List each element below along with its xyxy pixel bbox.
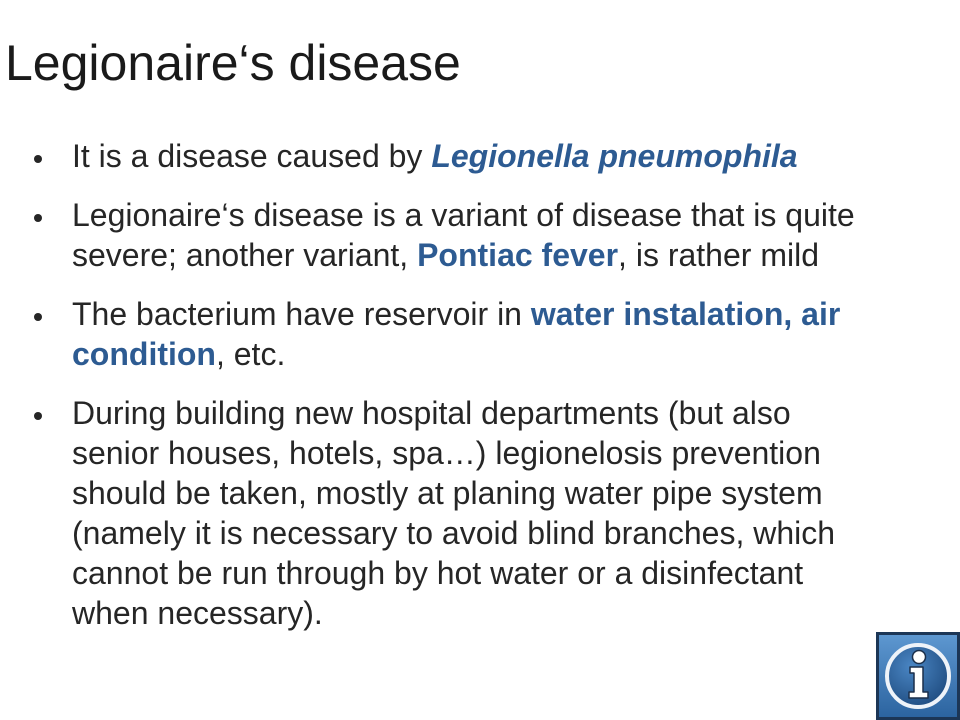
info-button[interactable]	[876, 632, 960, 720]
bullet-marker	[34, 412, 42, 420]
bullet-text: , etc.	[215, 336, 286, 372]
bullet-item	[72, 195, 872, 275]
bullet-marker	[34, 214, 42, 222]
bullet-marker	[34, 313, 42, 321]
bullet-marker	[34, 155, 42, 163]
highlighted-term: Pontiac fever	[417, 237, 619, 273]
bullet-text: The bacterium have reservoir in	[72, 296, 531, 332]
bullet-text: During building new hospital departments (but also senior houses, hotels, spa…) legionelosis prevention should be taken, mostly at planing water pipe system (namely it is necessary to avoid blind branches, which cannot be run through by hot water or a disinfectant when necessary).	[72, 395, 836, 631]
bullet-text: Legionaire‘s disease is a variant of disease that is quite severe; another variant,	[72, 197, 855, 273]
highlighted-term: water instalation, air condition	[72, 296, 841, 372]
bullet-text: , is rather mild	[618, 237, 819, 273]
info-icon[interactable]	[876, 632, 960, 720]
bullet-item	[72, 294, 872, 374]
bullet-text: It is a disease caused by	[72, 138, 432, 174]
highlighted-term: Legionella pneumophila	[431, 138, 798, 174]
bullet-item	[72, 393, 872, 633]
bullet-item	[72, 136, 872, 176]
bullet-list	[72, 136, 872, 652]
slide-title: Legionaire‘s disease	[5, 35, 461, 91]
